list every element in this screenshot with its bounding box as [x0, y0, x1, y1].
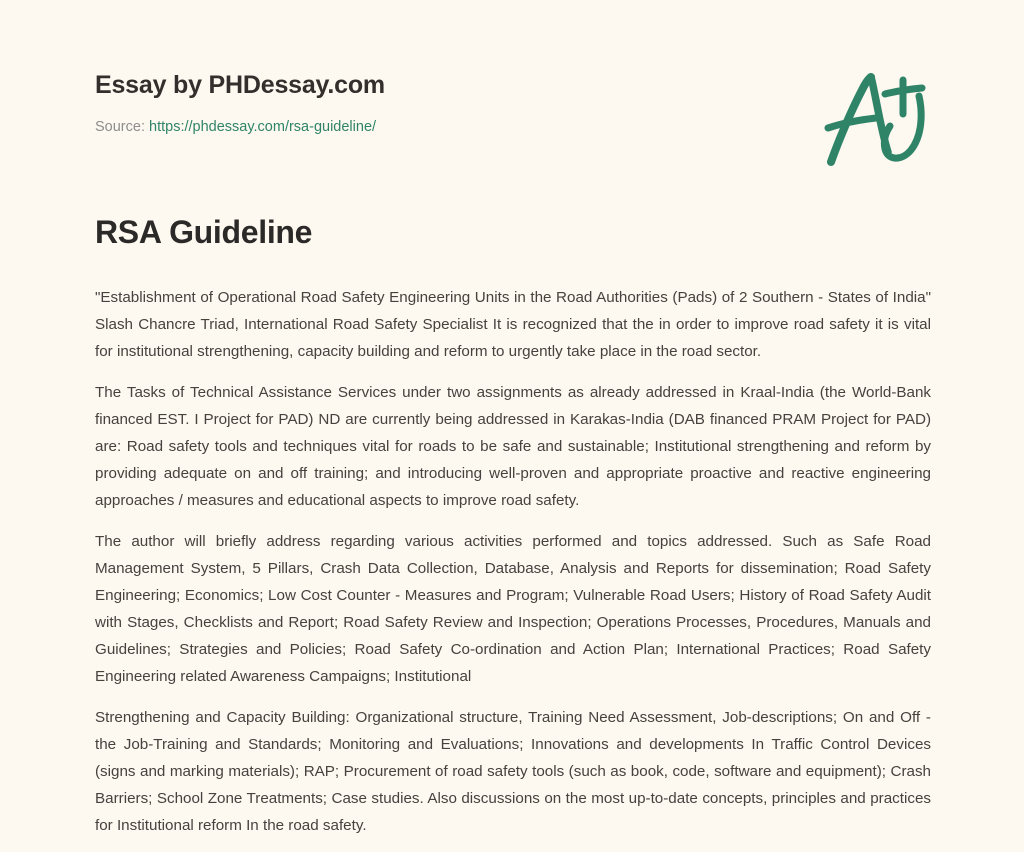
phdessay-logo[interactable] — [818, 66, 936, 170]
article — [95, 212, 931, 839]
a-plus-logo-icon — [818, 66, 936, 170]
source-url-link[interactable]: https://phdessay.com/rsa-guideline/ — [149, 119, 377, 135]
article-body — [95, 284, 931, 839]
paragraph: "Establishment of Operational Road Safety Engineering Units in the Road Authorities (Pads) of 2 Southern - States of India" Slash Chancre Triad, International Road Safety Specialist It is recognized that the in order to improve road safety it is vital for institutional strengthening, capacity building and reform to urgently take place in the road sector. — [95, 289, 931, 360]
source-label: Source: — [95, 119, 145, 135]
page-title: RSA Guideline — [95, 214, 313, 250]
source-line — [95, 117, 715, 137]
brand-block — [95, 70, 715, 137]
page-header — [0, 0, 1024, 185]
brand-title: Essay by PHDessay.com — [95, 71, 385, 99]
paragraph: The author will briefly address regarding various activities performed and topics addressed. Such as Safe Road Management System, 5 Pillars, Crash Data Collection, Database, Analysis and Reports for dissemination; Road Safety Engineering; Economics; Low Cost Counter - Measures and Program; Vulnerable Road Users; History of Road Safety Audit with Stages, Checklists and Report; Road Safety Review and Inspection; Operations Processes, Procedures, Manuals and Guidelines; Strategies and Policies; Road Safety Co-ordination and Action Plan; International Practices; Road Safety Engineering related Awareness Campaigns; Institutional — [95, 533, 931, 685]
paragraph: The Tasks of Technical Assistance Services under two assignments as already addressed in Kraal-India (the World-Bank financed EST. I Project for PAD) ND are currently being addressed in Karakas-India (DAB financed PRAM Project for PAD) are: Road safety tools and techniques vital for roads to be safe and sustainable; Institutional strengthening and reform by providing adequate on and off training; and introducing well-proven and appropriate proactive and reactive engineering approaches / measures and educational aspects to improve road safety. — [95, 384, 931, 509]
paragraph: Strengthening and Capacity Building: Organizational structure, Training Need Assessment, Job-descriptions; On and Off - the Job-Training and Standards; Monitoring and Evaluations; Innovations and developments In Traffic Control Devices (signs and marking materials); RAP; Procurement of road safety tools (such as book, code, software and equipment); Crash Barriers; School Zone Treatments; Case studies. Also discussions on the most up-to-date concepts, principles and practices for Institutional reform In the road safety. — [95, 709, 931, 834]
